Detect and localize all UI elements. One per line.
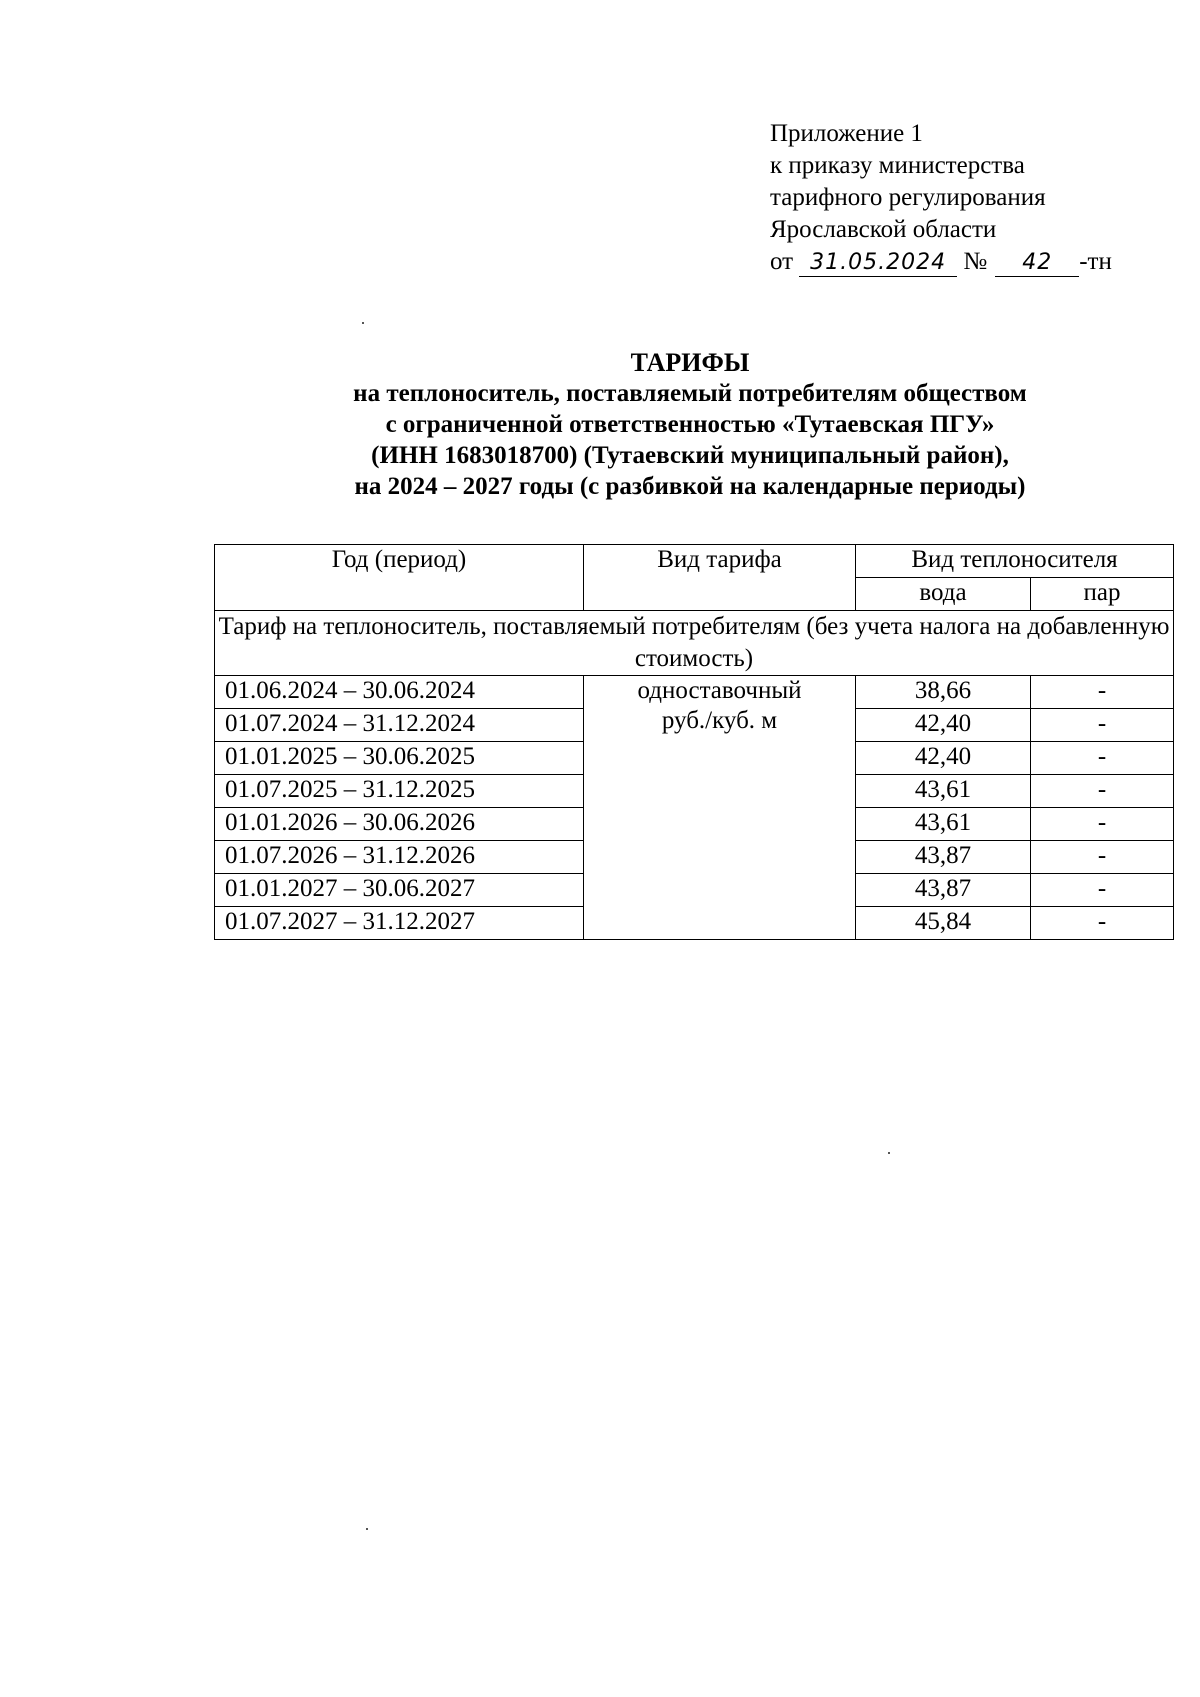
row-period: 01.01.2027 – 30.06.2027 bbox=[215, 874, 584, 907]
row-water-value: 38,66 bbox=[856, 676, 1031, 709]
document-title bbox=[230, 347, 1150, 502]
row-period: 01.07.2027 – 31.12.2027 bbox=[215, 907, 584, 940]
tariff-type-unit: руб./куб. м bbox=[661, 707, 778, 734]
row-period: 01.01.2026 – 30.06.2026 bbox=[215, 808, 584, 841]
tariff-type-name: одноставочный bbox=[637, 677, 802, 704]
row-water-value: 43,61 bbox=[856, 775, 1031, 808]
row-water-value: 42,40 bbox=[856, 742, 1031, 775]
row-period: 01.06.2024 – 30.06.2024 bbox=[215, 676, 584, 709]
row-steam-value: - bbox=[1031, 808, 1174, 841]
header-water: вода bbox=[856, 578, 1031, 611]
header-carrier-type: Вид теплоносителя bbox=[856, 545, 1174, 578]
scan-speck bbox=[888, 1152, 890, 1154]
handwritten-date: 31.05.2024 bbox=[799, 250, 957, 277]
handwritten-number: 42 bbox=[995, 250, 1079, 277]
number-prefix: № bbox=[963, 248, 988, 275]
appendix-line-3: тарифного регулирования bbox=[770, 184, 1046, 211]
row-steam-value: - bbox=[1031, 907, 1174, 940]
scan-speck bbox=[366, 1528, 368, 1530]
appendix-line-2: к приказу министерства bbox=[770, 152, 1025, 179]
row-water-value: 43,87 bbox=[856, 874, 1031, 907]
date-prefix: от bbox=[770, 248, 794, 275]
number-suffix: -тн bbox=[1079, 248, 1112, 275]
tariff-type-cell bbox=[584, 676, 856, 940]
title-line-4: на 2024 – 2027 годы (с разбивкой на календарные периоды) bbox=[354, 473, 1026, 500]
row-steam-value: - bbox=[1031, 874, 1174, 907]
row-steam-value: - bbox=[1031, 841, 1174, 874]
row-water-value: 45,84 bbox=[856, 907, 1031, 940]
appendix-date-line bbox=[770, 246, 1112, 278]
title-line-1: на теплоноситель, поставляемый потребителям обществом bbox=[353, 380, 1027, 407]
scan-speck bbox=[362, 322, 364, 324]
row-period: 01.01.2025 – 30.06.2025 bbox=[215, 742, 584, 775]
row-steam-value: - bbox=[1031, 775, 1174, 808]
row-steam-value: - bbox=[1031, 742, 1174, 775]
table-row bbox=[215, 676, 1174, 709]
row-water-value: 42,40 bbox=[856, 709, 1031, 742]
row-period: 01.07.2026 – 31.12.2026 bbox=[215, 841, 584, 874]
header-period: Год (период) bbox=[215, 545, 584, 611]
row-water-value: 43,61 bbox=[856, 808, 1031, 841]
header-steam: пар bbox=[1031, 578, 1174, 611]
section-title: Тариф на теплоноситель, поставляемый потребителям (без учета налога на добавленную стоимость) bbox=[215, 611, 1174, 676]
appendix-line-1: Приложение 1 bbox=[770, 120, 923, 147]
appendix-line-4: Ярославской области bbox=[770, 216, 997, 243]
row-steam-value: - bbox=[1031, 676, 1174, 709]
header-tariff-type: Вид тарифа bbox=[584, 545, 856, 611]
row-water-value: 43,87 bbox=[856, 841, 1031, 874]
title-main: ТАРИФЫ bbox=[630, 348, 750, 377]
appendix-block bbox=[770, 118, 1112, 278]
row-period: 01.07.2025 – 31.12.2025 bbox=[215, 775, 584, 808]
row-period: 01.07.2024 – 31.12.2024 bbox=[215, 709, 584, 742]
title-line-3: (ИНН 1683018700) (Тутаевский муниципальный район), bbox=[371, 442, 1009, 469]
row-steam-value: - bbox=[1031, 709, 1174, 742]
title-line-2: с ограниченной ответственностью «Тутаевская ПГУ» bbox=[385, 411, 995, 438]
tariff-table bbox=[214, 544, 1174, 940]
